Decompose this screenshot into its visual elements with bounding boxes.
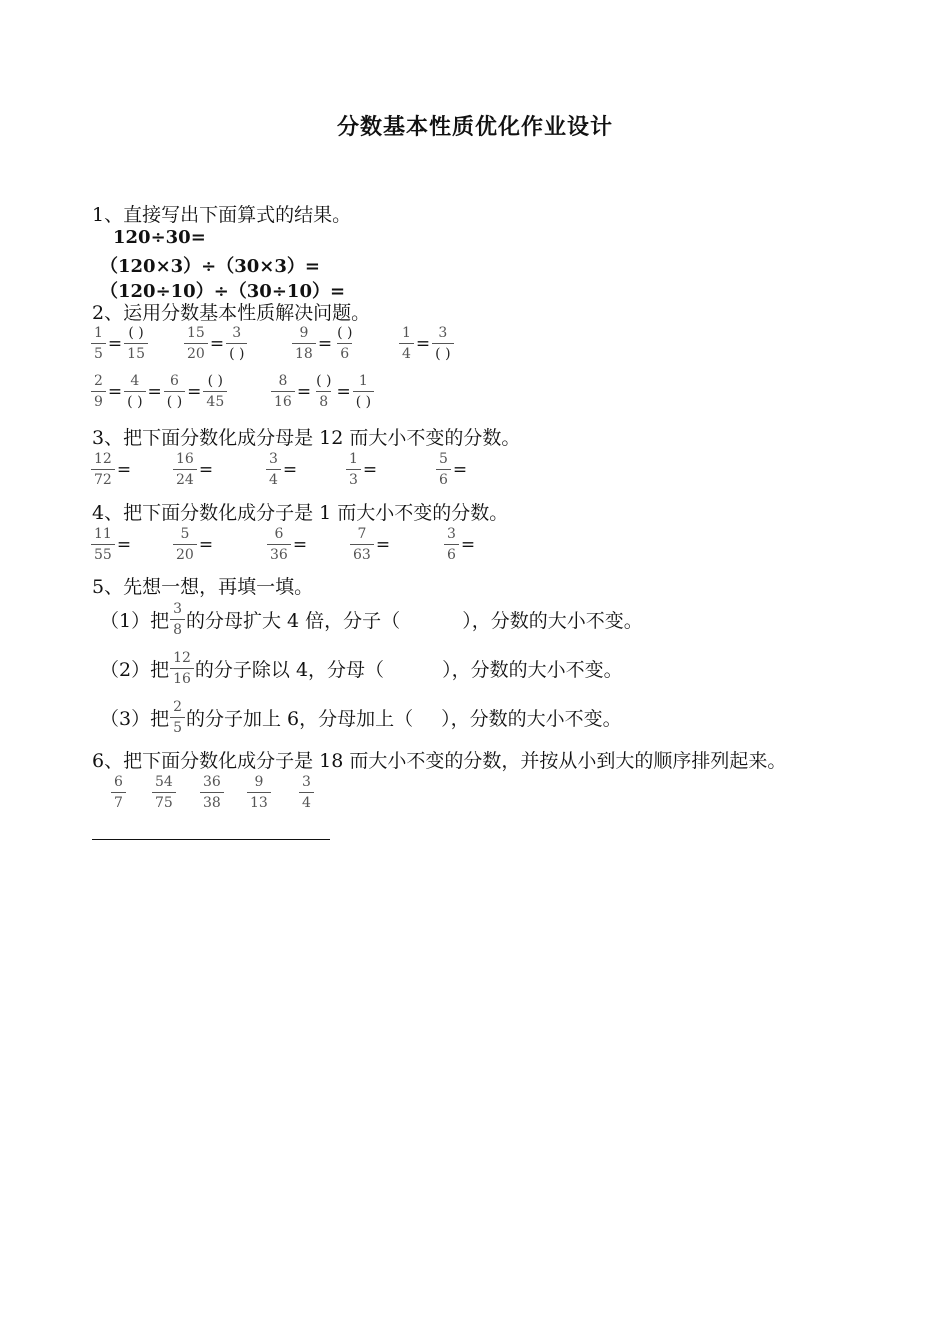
fraction: $\frac{3}{6}$ — [444, 527, 459, 562]
q4-item-5 — [443, 527, 476, 562]
fraction: $\frac{9}{18}$ — [292, 326, 316, 361]
fraction: $\frac{5}{20}$ — [173, 527, 197, 562]
q5-item-text: 的分母扩大 4 倍，分子（ — [186, 610, 401, 632]
q5-item-prefix: （3）把 — [100, 708, 170, 730]
q5-item-suffix: ），分数的大小不变。 — [462, 610, 643, 632]
page-title: 分数基本性质优化作业设计 — [336, 114, 613, 140]
equals-sign: = — [116, 534, 132, 555]
fraction: $\frac{12}{16}$ — [170, 651, 194, 686]
equals-sign: = — [375, 534, 391, 555]
equals-sign: = — [317, 333, 333, 354]
q6-answer-line[interactable] — [92, 839, 330, 840]
q3-item-2 — [172, 452, 214, 487]
fraction: $\frac{15}{20}$ — [184, 326, 208, 361]
fraction: $\frac{2}{9}$ — [91, 374, 106, 409]
equals-sign: = — [336, 381, 351, 402]
equals-sign: = — [362, 459, 378, 480]
q4-item-2 — [172, 527, 214, 562]
equals-sign: = — [107, 381, 123, 402]
q5-item-prefix: （2）把 — [100, 659, 170, 681]
q6-item-5 — [298, 775, 315, 810]
q1-heading: 1、直接写出下面算式的结果。 — [92, 204, 352, 226]
equals-sign: = — [209, 333, 225, 354]
q5-item-suffix: ），分数的大小不变。 — [441, 708, 622, 730]
fraction: $\frac{8}{16}$ — [271, 374, 295, 409]
q4-item-3 — [266, 527, 308, 562]
q5-item-3 — [100, 700, 622, 735]
fraction: $\frac{4}{( )}$ — [124, 374, 145, 409]
equals-sign: = — [415, 333, 431, 354]
equals-sign: = — [147, 381, 162, 402]
fraction: $\frac{( )}{45}$ — [203, 374, 227, 409]
q5-heading: 5、先想一想，再填一填。 — [92, 576, 314, 598]
q5-item-text: 的分子加上 6，分母加上（ — [186, 708, 414, 730]
q2-row2-item-2 — [270, 374, 375, 409]
q2-row1-item-4 — [398, 326, 455, 361]
fraction: $\frac{1}{4}$ — [399, 326, 414, 361]
equals-sign: = — [187, 381, 202, 402]
q3-item-5 — [435, 452, 468, 487]
q2-row1-item-2 — [183, 326, 248, 361]
fraction: $\frac{3}{( )}$ — [432, 326, 453, 361]
equals-sign: = — [116, 459, 132, 480]
equals-sign: = — [296, 381, 312, 402]
fraction: $\frac{6}{7}$ — [111, 775, 126, 810]
q3-item-3 — [265, 452, 298, 487]
q4-heading: 4、把下面分数化成分子是 1 而大小不变的分数。 — [92, 502, 509, 524]
equals-sign: = — [198, 459, 214, 480]
q4-item-4 — [349, 527, 391, 562]
fraction: $\frac{6}{36}$ — [267, 527, 291, 562]
equals-sign: = — [460, 534, 476, 555]
fraction: $\frac{2}{5}$ — [170, 700, 185, 735]
q3-item-4 — [345, 452, 378, 487]
fraction: $\frac{16}{24}$ — [173, 452, 197, 487]
q3-heading: 3、把下面分数化成分母是 12 而大小不变的分数。 — [92, 427, 521, 449]
q5-item-suffix: ），分数的大小不变。 — [442, 659, 623, 681]
q2-row2-item-1 — [90, 374, 228, 409]
equals-sign: = — [198, 534, 214, 555]
fraction: $\frac{( )}{15}$ — [124, 326, 148, 361]
equals-sign: = — [292, 534, 308, 555]
q1-calc-1: 120÷30= — [113, 227, 206, 248]
fraction: $\frac{6}{( )}$ — [164, 374, 185, 409]
fraction: $\frac{7}{63}$ — [350, 527, 374, 562]
equals-sign: = — [452, 459, 468, 480]
fraction: $\frac{3}{4}$ — [299, 775, 314, 810]
q6-item-4 — [246, 775, 272, 810]
fraction: $\frac{12}{72}$ — [91, 452, 115, 487]
fraction: $\frac{36}{38}$ — [200, 775, 224, 810]
q6-item-1 — [110, 775, 127, 810]
q2-row1-item-1 — [90, 326, 149, 361]
q1-calc-3: （120÷10）÷（30÷10）= — [100, 281, 346, 302]
q2-heading: 2、运用分数基本性质解决问题。 — [92, 302, 371, 324]
fraction: $\frac{1}{5}$ — [91, 326, 106, 361]
fraction: $\frac{11}{55}$ — [91, 527, 115, 562]
fraction: $\frac{9}{13}$ — [247, 775, 271, 810]
q5-item-1 — [100, 602, 643, 637]
fraction: $\frac{1}{3}$ — [346, 452, 361, 487]
fraction: $\frac{( )}{8}$ — [316, 373, 332, 410]
q5-item-2 — [100, 651, 623, 686]
q6-heading: 6、把下面分数化成分子是 18 而大小不变的分数，并按从小到大的顺序排列起来。 — [92, 750, 787, 772]
equals-sign: = — [282, 459, 298, 480]
q5-item-prefix: （1）把 — [100, 610, 170, 632]
q3-item-1 — [90, 452, 132, 487]
equals-sign: = — [107, 333, 123, 354]
fraction: $\frac{5}{6}$ — [436, 452, 451, 487]
fraction: $\frac{3}{( )}$ — [226, 326, 247, 361]
q6-item-3 — [199, 775, 225, 810]
q1-calc-2: （120×3）÷（30×3）= — [100, 256, 320, 277]
fraction: $\frac{54}{75}$ — [152, 775, 176, 810]
fraction: $\frac{( )}{6}$ — [337, 325, 353, 362]
q5-item-text: 的分子除以 4，分母（ — [194, 659, 385, 681]
q2-row1-item-3 — [291, 326, 356, 361]
q4-item-1 — [90, 527, 132, 562]
fraction: $\frac{1}{( )}$ — [353, 374, 374, 409]
q6-item-2 — [151, 775, 177, 810]
fraction: $\frac{3}{4}$ — [266, 452, 281, 487]
fraction: $\frac{3}{8}$ — [170, 602, 185, 637]
